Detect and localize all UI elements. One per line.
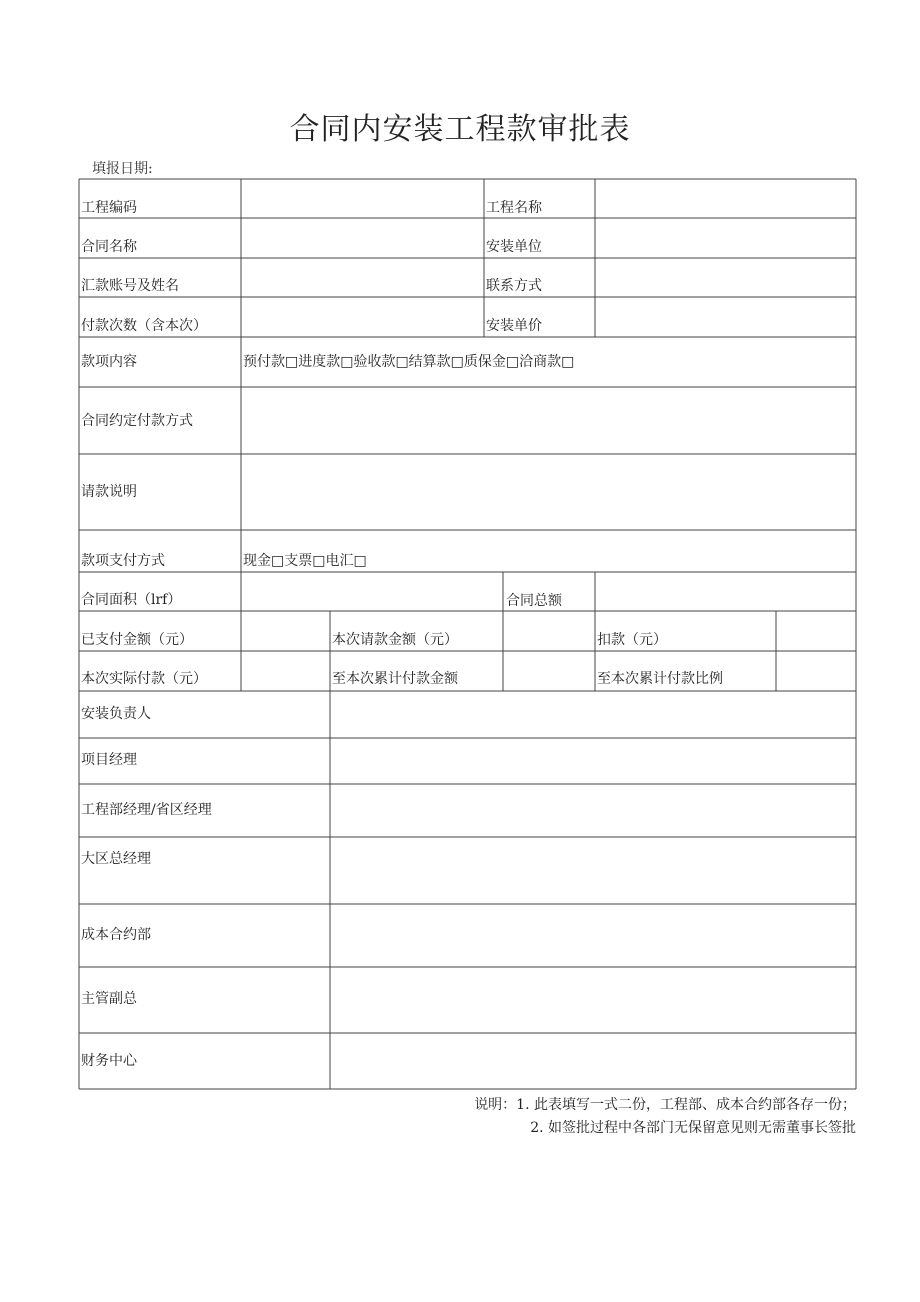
- contract-terms-label: 合同约定付款方式: [81, 413, 193, 429]
- contract-total-label: 合同总额: [506, 593, 562, 609]
- approval-project-manager: 项目经理: [81, 752, 137, 768]
- approval-regional-gm: 大区总经理: [81, 851, 151, 867]
- item-content-label: 款项内容: [81, 354, 137, 370]
- approval-install-lead: 安装负责人: [81, 706, 151, 722]
- item-content-options[interactable]: 预付款□进度款□验收款□结算款□质保金□洽商款□: [243, 354, 575, 370]
- request-amount-label: 本次请款金额（元）: [332, 632, 458, 648]
- approval-finance: 财务中心: [81, 1053, 137, 1069]
- contract-name-label: 合同名称: [81, 239, 137, 255]
- cumulative-ratio-label: 至本次累计付款比例: [597, 671, 723, 687]
- unit-price-label: 安装单价: [486, 318, 542, 334]
- approval-engineering-manager: 工程部经理/省区经理: [81, 802, 212, 818]
- fill-date-label: 填报日期:: [92, 161, 153, 177]
- paid-amount-label: 已支付金额（元）: [81, 632, 193, 648]
- page-title: 合同内安装工程款审批表: [289, 112, 631, 147]
- actual-payment-label: 本次实际付款（元）: [81, 671, 207, 687]
- pay-times-label: 付款次数（含本次）: [81, 318, 207, 334]
- note-line-1: 说明：1. 此表填写一式二份，工程部、成本合约部各存一份；: [474, 1097, 856, 1113]
- cumulative-amount-label: 至本次累计付款金额: [332, 671, 458, 687]
- request-desc-label: 请款说明: [81, 484, 137, 500]
- contract-area-label: 合同面积（lrf）: [81, 592, 182, 608]
- pay-method-label: 款项支付方式: [81, 553, 165, 569]
- install-unit-label: 安装单位: [486, 239, 542, 255]
- note-line-2: 2. 如签批过程中各部门无保留意见则无需董事长签批: [530, 1120, 856, 1136]
- approval-deputy-gm: 主管副总: [81, 991, 137, 1007]
- project-name-label: 工程名称: [486, 200, 542, 216]
- pay-method-options[interactable]: 现金□支票□电汇□: [243, 553, 367, 569]
- deduction-label: 扣款（元）: [597, 632, 667, 648]
- account-label: 汇款账号及姓名: [81, 278, 179, 294]
- contact-label: 联系方式: [486, 278, 542, 294]
- project-code-label: 工程编码: [81, 200, 137, 216]
- approval-cost-contract: 成本合约部: [81, 927, 151, 943]
